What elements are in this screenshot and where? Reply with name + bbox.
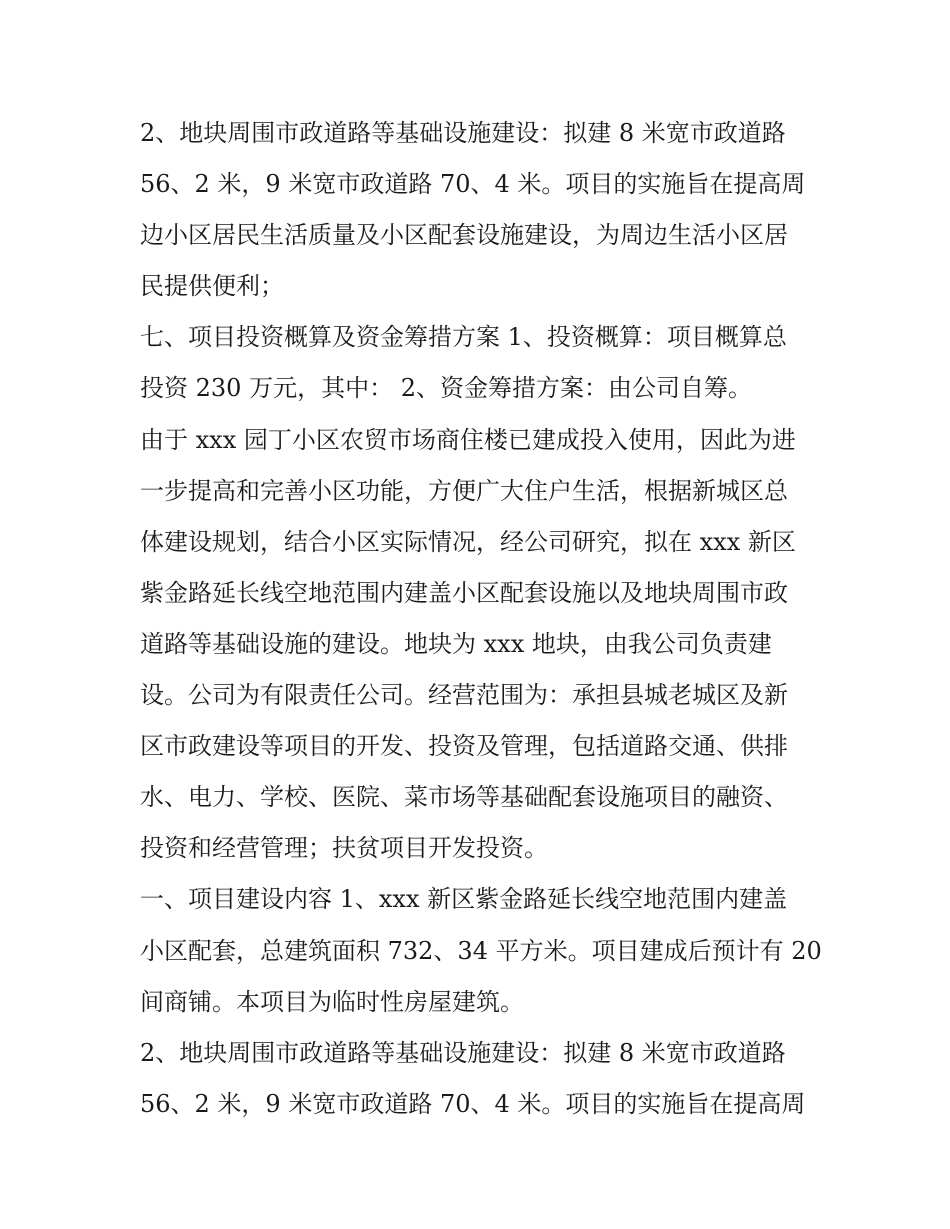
document-body <box>140 108 840 1130</box>
text-line: 边小区居民生活质量及小区配套设施建设，为周边生活小区居 <box>140 221 788 250</box>
text-line: 投资和经营管理；扶贫项目开发投资。 <box>140 834 548 863</box>
text-line: 56、2 米，9 米宽市政道路 70、4 米。项目的实施旨在提高周 <box>140 1089 806 1118</box>
text-line: 间商铺。本项目为临时性房屋建筑。 <box>140 987 524 1016</box>
text-line: 投资 230 万元，其中： 2、资金筹措方案：由公司自筹。 <box>140 374 752 403</box>
text-line: 由于 xxx 园丁小区农贸市场商住楼已建成投入使用，因此为进 <box>140 425 796 454</box>
text-line: 七、项目投资概算及资金筹措方案 1、投资概算：项目概算总 <box>140 323 787 352</box>
text-line: 小区配套，总建筑面积 732、34 平方米。项目建成后预计有 20 <box>140 936 822 965</box>
text-line: 一、项目建设内容 1、xxx 新区紫金路延长线空地范围内建盖 <box>140 885 788 914</box>
text-line: 紫金路延长线空地范围内建盖小区配套设施以及地块周围市政 <box>140 578 788 607</box>
text-line: 2、地块周围市政道路等基础设施建设：拟建 8 米宽市政道路 <box>140 119 786 147</box>
text-line: 道路等基础设施的建设。地块为 xxx 地块，由我公司负责建 <box>140 629 772 658</box>
text-line: 56、2 米，9 米宽市政道路 70、4 米。项目的实施旨在提高周 <box>140 170 806 199</box>
text-line: 水、电力、学校、医院、菜市场等基础配套设施项目的融资、 <box>140 783 788 812</box>
text-line: 民提供便利； <box>140 272 284 301</box>
text-line: 一步提高和完善小区功能，方便广大住户生活，根据新城区总 <box>140 476 788 505</box>
text-line: 区市政建设等项目的开发、投资及管理，包括道路交通、供排 <box>140 732 788 761</box>
text-line: 体建设规划，结合小区实际情况，经公司研究，拟在 xxx 新区 <box>140 527 796 556</box>
text-line: 设。公司为有限责任公司。经营范围为：承担县城老城区及新 <box>140 681 788 710</box>
text-line: 2、地块周围市政道路等基础设施建设：拟建 8 米宽市政道路 <box>140 1038 786 1067</box>
